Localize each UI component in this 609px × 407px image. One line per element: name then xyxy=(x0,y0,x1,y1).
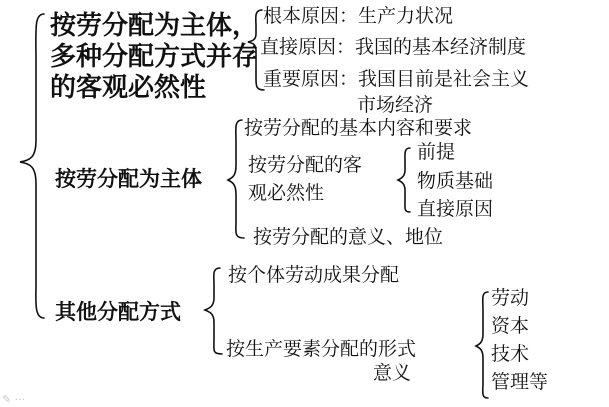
watermark-mark: ✎ ··· xyxy=(2,393,26,406)
labor-necessity-line1: 按劳分配的客 xyxy=(248,154,363,176)
section2-title: 按劳分配为主体 xyxy=(55,166,202,191)
section1-title-line1: 按劳分配为主体， xyxy=(50,11,259,41)
section3-brace xyxy=(205,268,222,354)
section3-title: 其他分配方式 xyxy=(55,299,181,324)
by-factor: 按生产要素分配的形式 xyxy=(226,338,417,360)
reason-fundamental: 根本原因：生产力状况 xyxy=(263,5,454,27)
necessity-item-material: 物质基础 xyxy=(417,170,494,192)
section2-brace xyxy=(228,120,244,238)
factor-technology: 技术 xyxy=(491,343,530,365)
factors-brace xyxy=(476,292,488,398)
section1-title-line3: 的客观必然性 xyxy=(50,73,207,103)
reason-important: 重要原因：我国目前是社会主义 xyxy=(263,68,530,90)
reason-important-cont: 市场经济 xyxy=(357,94,434,116)
labor-content: 按劳分配的基本内容和要求 xyxy=(244,117,473,139)
necessity-brace xyxy=(398,148,410,212)
reason-direct: 直接原因：我国的基本经济制度 xyxy=(260,36,527,58)
by-result: 按个体劳动成果分配 xyxy=(228,264,400,286)
section1-title-line2: 多种分配方式并存 xyxy=(50,42,259,72)
factor-management: 管理等 xyxy=(491,371,549,393)
necessity-item-premise: 前提 xyxy=(417,141,456,163)
main-brace xyxy=(20,14,44,318)
necessity-item-direct: 直接原因 xyxy=(417,198,494,220)
factor-capital: 资本 xyxy=(491,315,530,337)
factor-labor: 劳动 xyxy=(491,287,530,309)
labor-significance: 按劳分配的意义、地位 xyxy=(253,226,444,248)
factor-significance: 意义 xyxy=(373,362,412,384)
labor-necessity-line2: 观必然性 xyxy=(248,182,325,204)
